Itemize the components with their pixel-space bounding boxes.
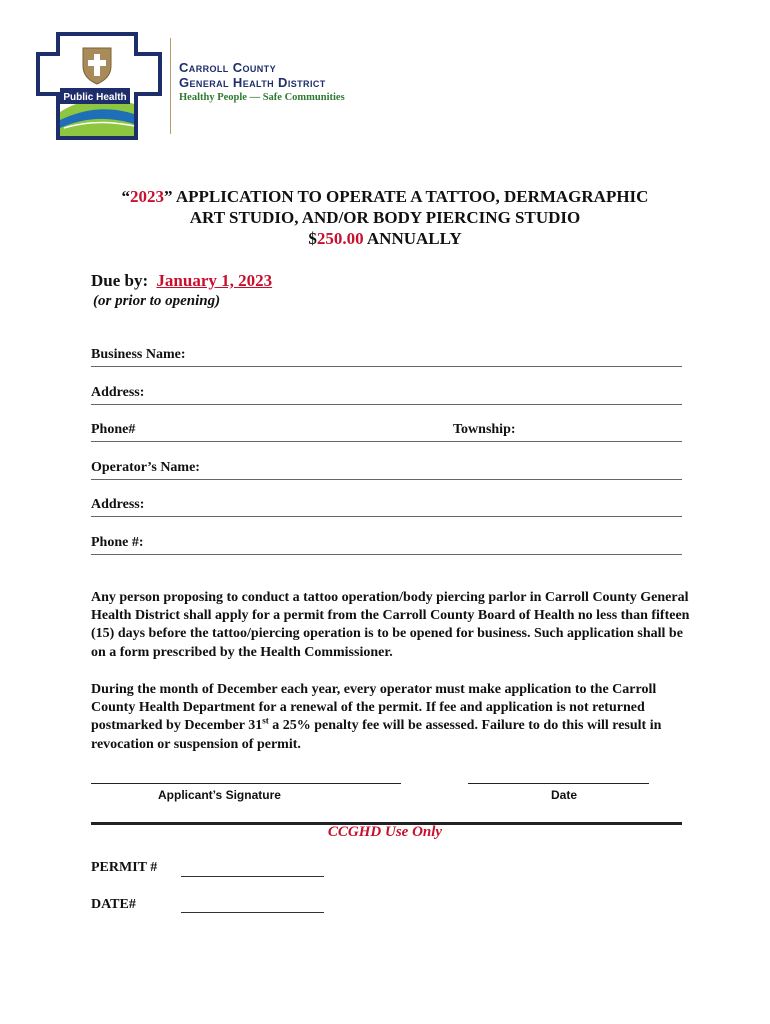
business-address-label: Address: <box>91 385 145 400</box>
operator-phone-field[interactable] <box>91 534 682 555</box>
due-date: January 1, 2023 <box>156 271 273 290</box>
applicant-signature-label: Applicant’s Signature <box>158 788 281 802</box>
form-title: “2023” APPLICATION TO OPERATE A TATTOO, DERMAGRAPHIC ART STUDIO, AND/OR BODY PIERCING STUDIO $250.00 ANNUALLY <box>80 186 690 249</box>
permit-number-label: PERMIT # <box>91 860 158 875</box>
health-district-logo <box>36 32 162 140</box>
renewal-paragraph <box>91 681 691 754</box>
phone-label: Phone# <box>91 422 136 437</box>
org-line2: General Health District <box>179 75 326 90</box>
renewal-text-a: During the month of December each year, every operator must make application to the Carroll County Health Department for a renewal of the permit. If fee and application is not returned postmarked by December 31 <box>91 682 657 734</box>
org-tagline: Healthy People — Safe Communities <box>179 92 345 103</box>
office-date-label: DATE# <box>91 897 136 912</box>
office-use-heading: CCGHD Use Only <box>327 824 443 840</box>
title-line2: ART STUDIO, AND/OR BODY PIERCING STUDIO <box>189 208 581 227</box>
operator-phone-label: Phone #: <box>91 535 144 550</box>
permit-number-line[interactable] <box>181 876 324 877</box>
signature-date-line[interactable] <box>468 783 649 784</box>
public-health-cross-icon <box>36 32 162 140</box>
org-line1: Carroll County <box>179 60 276 75</box>
title-line1: APPLICATION TO OPERATE A TATTOO, DERMAGRAPHIC <box>172 187 649 206</box>
operator-address-label: Address: <box>91 497 145 512</box>
logo-text: Public Health <box>63 92 127 103</box>
title-fee-suffix: ANNUALLY <box>363 229 462 248</box>
business-address-field[interactable] <box>91 384 682 405</box>
phone-township-field[interactable] <box>91 421 682 442</box>
business-name-field[interactable] <box>91 346 682 367</box>
organization-name <box>179 60 345 105</box>
due-note: (or prior to opening) <box>93 293 221 309</box>
renewal-text-b: a 25% penalty fee will be assessed. Failure to do this will result in revocation or suspension of permit. <box>91 718 662 752</box>
title-year: 2023 <box>130 187 165 206</box>
due-date-line <box>91 271 272 291</box>
permit-paragraph: Any person proposing to conduct a tattoo operation/body piercing parlor in Carroll County General Health District shall apply for a permit from the Carroll County Board of Health no less than fifteen (15) days before the tattoo/piercing operation is to be opened for business. Such application shall be on a form prescribed by the Health Commissioner. <box>91 590 690 660</box>
operator-name-label: Operator’s Name: <box>91 460 200 475</box>
township-label: Township: <box>453 422 516 437</box>
business-name-label: Business Name: <box>91 347 186 362</box>
operator-name-field[interactable] <box>91 459 682 480</box>
operator-address-field[interactable] <box>91 496 682 517</box>
header-divider <box>170 38 171 134</box>
due-label: Due by: <box>91 271 149 290</box>
renewal-sup: st <box>262 715 269 726</box>
office-date-line[interactable] <box>181 912 324 913</box>
signature-date-label: Date <box>551 788 578 802</box>
applicant-signature-line[interactable] <box>91 783 401 784</box>
title-fee: 250.00 <box>316 229 364 248</box>
